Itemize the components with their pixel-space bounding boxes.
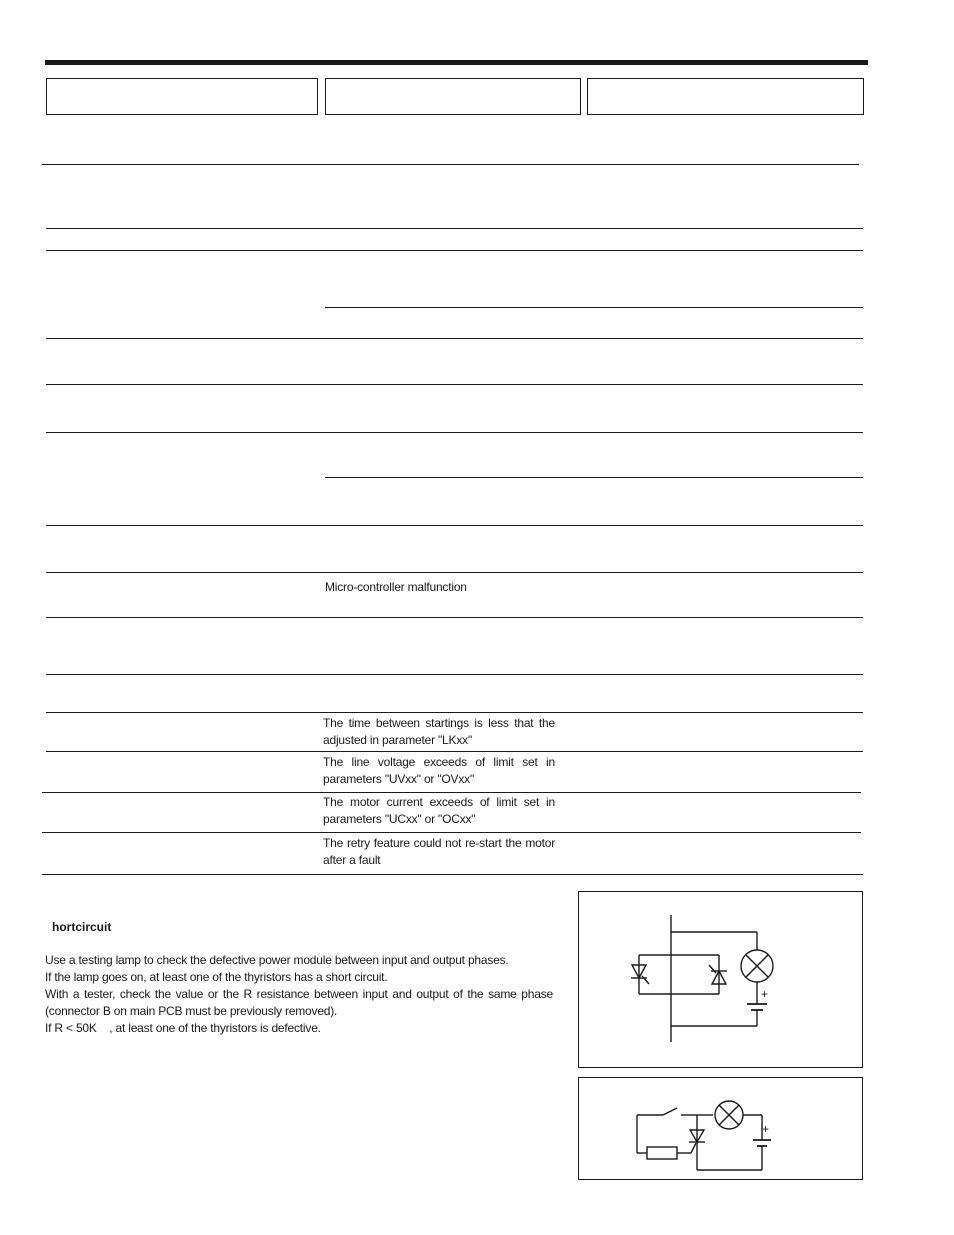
table-rule xyxy=(42,792,861,793)
battery-icon xyxy=(753,1140,771,1146)
battery-icon xyxy=(747,1004,767,1010)
cause-line: parameters "UVxx" or "OVxx" xyxy=(323,772,475,786)
section-heading: hortcircuit xyxy=(52,920,112,934)
switch-icon xyxy=(663,1108,677,1115)
header-box-fault xyxy=(46,78,318,115)
table-rule xyxy=(46,228,863,229)
table-rule xyxy=(42,832,861,833)
cause-line: parameters "UCxx" or "OCxx" xyxy=(323,812,476,826)
battery-polarity: + xyxy=(761,987,769,1001)
thyristor-left-icon xyxy=(631,965,649,984)
lamp-icon xyxy=(741,950,773,982)
thyristor-right-icon xyxy=(709,965,727,984)
cause-cell-retry xyxy=(323,835,555,869)
table-rule xyxy=(46,432,863,433)
section-line: Use a testing lamp to check the defective power module between input and output phases. xyxy=(45,953,509,967)
header-box-cause xyxy=(325,78,581,115)
gate-test-diagram xyxy=(578,1077,863,1180)
cause-line: The motor current exceeds of limit set in xyxy=(323,795,555,809)
cause-line: adjusted in parameter "LKxx" xyxy=(323,733,472,747)
top-rule xyxy=(45,60,868,65)
table-rule xyxy=(46,384,863,385)
cause-cell-current xyxy=(323,794,555,828)
table-rule xyxy=(46,751,863,752)
table-rule xyxy=(46,674,863,675)
lamp-test-diagram xyxy=(578,891,863,1068)
table-rule xyxy=(42,164,859,165)
cause-line: The time between startings is less that the xyxy=(323,716,555,730)
section-body xyxy=(45,952,553,1037)
table-rule xyxy=(46,250,863,251)
table-rule xyxy=(46,338,863,339)
table-rule xyxy=(46,572,863,573)
cause-cell-voltage xyxy=(323,754,555,788)
gate-test-circuit xyxy=(579,1078,864,1181)
section-line: (connector B on main PCB must be previously removed). xyxy=(45,1004,338,1018)
cause-cell-micro-controller: Micro-controller malfunction xyxy=(325,580,467,594)
cause-line: The retry feature could not re-start the motor xyxy=(323,836,555,850)
table-rule xyxy=(46,712,863,713)
resistor-icon xyxy=(647,1147,677,1159)
header-box-solution xyxy=(587,78,864,115)
table-rule xyxy=(46,525,863,526)
section-line: If R < 50K , at least one of the thyristors is defective. xyxy=(45,1021,321,1035)
table-rule xyxy=(42,874,863,875)
section-line: If the lamp goes on, at least one of the thyristors has a short circuit. xyxy=(45,970,388,984)
table-subrule xyxy=(325,477,863,478)
lamp-test-circuit xyxy=(579,892,864,1069)
cause-line: after a fault xyxy=(323,853,381,867)
battery-polarity: + xyxy=(762,1122,770,1136)
cause-line: The line voltage exceeds of limit set in xyxy=(323,755,555,769)
cause-cell-lockout xyxy=(323,715,555,749)
table-rule xyxy=(46,617,863,618)
table-subrule xyxy=(325,307,863,308)
section-line: With a tester, check the value or the R resistance between input and output of the same phase xyxy=(45,987,553,1001)
lamp-icon xyxy=(715,1101,743,1129)
